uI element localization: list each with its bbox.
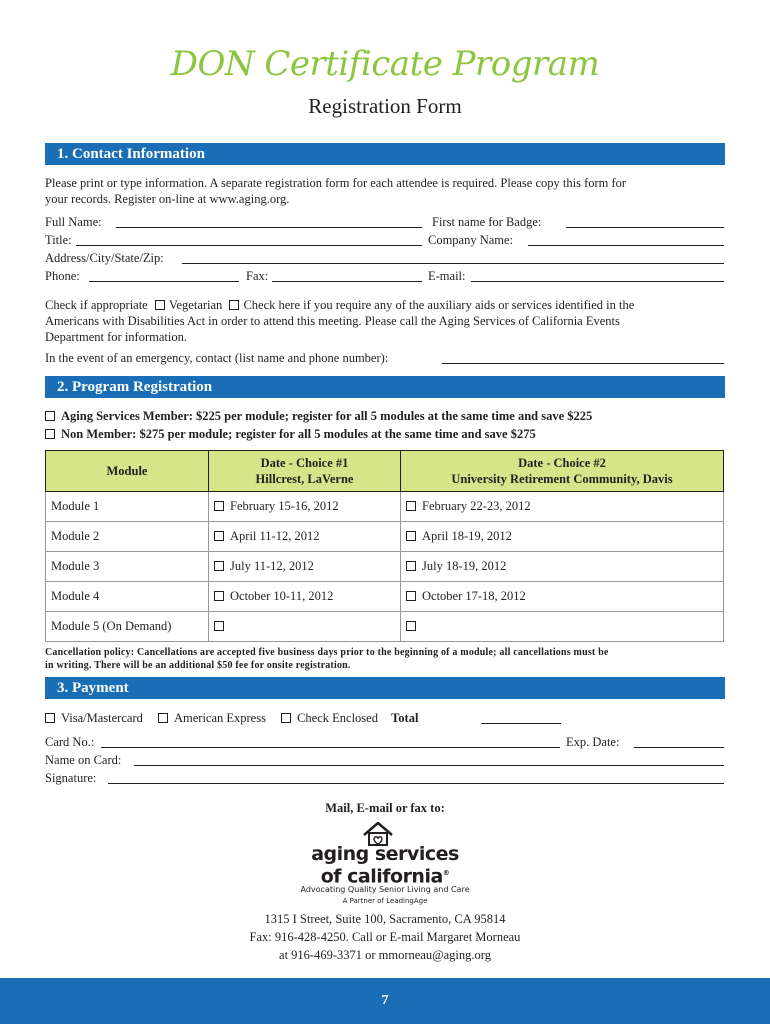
module-cell: Module 3 [46, 552, 209, 582]
logo-partner: A Partner of LeadingAge [342, 897, 428, 905]
form-subtitle: Registration Form [308, 94, 462, 118]
choice1-cell [209, 492, 401, 522]
total-field[interactable] [481, 712, 561, 724]
choice1-cell [209, 522, 401, 552]
badge-name-field[interactable] [566, 216, 724, 228]
table-row [46, 582, 724, 612]
choice1-date: April 11-12, 2012 [230, 529, 320, 543]
card-no-label: Card No.: [45, 735, 95, 749]
email-field[interactable] [471, 270, 724, 282]
logo-line-2-wrap [0, 863, 770, 886]
address-field[interactable] [182, 252, 724, 264]
table-row [46, 552, 724, 582]
full-name-field[interactable] [116, 216, 422, 228]
choice2-cell [401, 552, 724, 582]
section-heading-contact: 1. Contact Information [45, 143, 725, 165]
col-choice1-line1: Date - Choice #1 [260, 456, 349, 470]
cancellation-policy [45, 646, 725, 672]
choice2-cell [401, 582, 724, 612]
choice2-checkbox[interactable] [406, 591, 416, 601]
choice2-cell [401, 492, 724, 522]
page-number: 7 [381, 993, 389, 1008]
total-label: Total [391, 711, 419, 725]
emergency-field[interactable] [442, 352, 724, 364]
fax-line: Fax: 916-428-4250. Call or E-mail Margaret Morneau [249, 930, 521, 944]
amex-label: American Express [173, 711, 266, 725]
fax-field[interactable] [272, 270, 422, 282]
nonmember-label: Non Member: $275 per module; register for all 5 modules at the same time and save $275 [61, 427, 536, 441]
choice1-cell [209, 582, 401, 612]
table-row [46, 492, 724, 522]
policy-line-1: Cancellation policy: Cancellations are accepted five business days prior to the beginning of a module; all cancellations must be [45, 647, 609, 658]
module-table [45, 450, 724, 642]
policy-line-2: in writing. There will be an additional $50 fee for onsite registration. [45, 660, 351, 671]
title-label: Title: [45, 233, 72, 247]
payment-methods [45, 710, 418, 726]
auxiliary-aids-checkbox[interactable] [229, 300, 239, 310]
module-cell: Module 1 [46, 492, 209, 522]
signature-label: Signature: [45, 771, 97, 785]
section-heading-payment: 3. Payment [45, 677, 725, 699]
col-choice1-line2: Hillcrest, LaVerne [255, 472, 354, 486]
col-choice2-line1: Date - Choice #2 [518, 456, 606, 470]
table-row [46, 522, 724, 552]
col-module-header: Module [46, 451, 209, 492]
intro-text-2: your records. Register on-line at www.aging.org. [45, 192, 290, 206]
module-cell: Module 5 (On Demand) [46, 612, 209, 642]
choice1-cell [209, 552, 401, 582]
address-label: Address/City/State/Zip: [45, 251, 164, 265]
member-label: Aging Services Member: $225 per module; register for all 5 modules at the same time and save $225 [61, 409, 593, 423]
nonmember-option [45, 426, 536, 442]
email-label: E-mail: [428, 269, 466, 283]
section-heading-program: 2. Program Registration [45, 376, 725, 398]
choice2-date: October 17-18, 2012 [422, 589, 526, 603]
card-no-field[interactable] [101, 736, 560, 748]
choice2-date: April 18-19, 2012 [422, 529, 512, 543]
check-label: Check Enclosed [297, 711, 378, 725]
col-choice2-line2: University Retirement Community, Davis [451, 472, 673, 486]
phone-field[interactable] [89, 270, 239, 282]
choice1-checkbox[interactable] [214, 561, 224, 571]
visa-checkbox[interactable] [45, 713, 55, 723]
check-if-appropriate-label: Check if appropriate [45, 298, 148, 312]
signature-field[interactable] [108, 772, 724, 784]
choice1-checkbox[interactable] [214, 591, 224, 601]
vegetarian-label: Vegetarian [168, 298, 223, 312]
badge-name-label: First name for Badge: [432, 215, 542, 229]
choice2-checkbox[interactable] [406, 501, 416, 511]
choice1-checkbox[interactable] [214, 531, 224, 541]
aids-text-3: Department for information. [45, 330, 187, 344]
nonmember-checkbox[interactable] [45, 429, 55, 439]
choice1-checkbox[interactable] [214, 501, 224, 511]
choice2-checkbox[interactable] [406, 531, 416, 541]
module-cell: Module 2 [46, 522, 209, 552]
mail-to-label: Mail, E-mail or fax to: [325, 801, 445, 815]
program-title: DON Certificate Program [170, 44, 600, 84]
choice1-cell [209, 612, 401, 642]
member-checkbox[interactable] [45, 411, 55, 421]
choice1-checkbox[interactable] [214, 621, 224, 631]
accommodations-row [45, 297, 634, 313]
logo-line-1: aging services [311, 843, 459, 865]
exp-date-field[interactable] [634, 736, 724, 748]
name-on-card-label: Name on Card: [45, 753, 122, 767]
choice2-cell [401, 522, 724, 552]
choice1-date: July 11-12, 2012 [230, 559, 314, 573]
check-checkbox[interactable] [281, 713, 291, 723]
address-line: 1315 I Street, Suite 100, Sacramento, CA 95814 [264, 912, 506, 926]
phone-email-line: at 916-469-3371 or mmorneau@aging.org [279, 948, 491, 962]
vegetarian-checkbox[interactable] [155, 300, 165, 310]
choice2-date: July 18-19, 2012 [422, 559, 507, 573]
logo-tagline: Advocating Quality Senior Living and Care [300, 885, 470, 894]
choice1-date: October 10-11, 2012 [230, 589, 334, 603]
auxiliary-aids-label: Check here if you require any of the auxiliary aids or services identified in the [243, 298, 635, 312]
aids-text-2: Americans with Disabilities Act in order to attend this meeting. Please call the Aging Services of California Events [45, 314, 620, 328]
company-label: Company Name: [428, 233, 514, 247]
intro-text-1: Please print or type information. A separate registration form for each attendee is required. Please copy this form for [45, 176, 627, 190]
phone-label: Phone: [45, 269, 80, 283]
member-option [45, 408, 592, 424]
col-choice1-header [209, 451, 401, 492]
amex-checkbox[interactable] [158, 713, 168, 723]
registered-mark: ® [442, 869, 450, 877]
full-name-label: Full Name: [45, 215, 102, 229]
exp-date-label: Exp. Date: [566, 735, 620, 749]
col-choice2-header [401, 451, 724, 492]
choice1-date: February 15-16, 2012 [230, 499, 339, 513]
title-field[interactable] [76, 234, 422, 246]
visa-label: Visa/Mastercard [61, 711, 143, 725]
choice2-checkbox[interactable] [406, 621, 416, 631]
company-field[interactable] [528, 234, 724, 246]
fax-label: Fax: [246, 269, 269, 283]
choice2-date: February 22-23, 2012 [422, 499, 531, 513]
logo-line-2: of california [320, 865, 443, 888]
choice2-checkbox[interactable] [406, 561, 416, 571]
module-cell: Module 4 [46, 582, 209, 612]
table-row [46, 612, 724, 642]
emergency-label: In the event of an emergency, contact (list name and phone number): [45, 351, 389, 365]
choice2-cell [401, 612, 724, 642]
name-on-card-field[interactable] [134, 754, 724, 766]
